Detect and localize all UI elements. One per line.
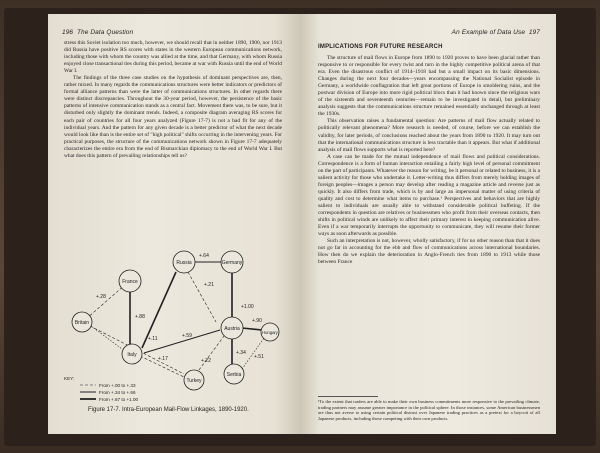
edge-label: +.64 xyxy=(199,253,209,259)
node-label-france: France xyxy=(122,279,138,285)
node-label-italy: Italy xyxy=(127,352,137,358)
edge-label: +.88 xyxy=(135,314,145,320)
right-paragraph: The structure of mail flows in Europe from 1890 to 1920 proves to have been glacial rather than responsive to or responsible for every twist and turn in the highly competitive political arena of that era. Even the disastrous conflict of 1914–1918 had but a small impact on its basic dimensions. Changes during the next four decades—years encompassing the National Socialist episode in Germany, a worldwide conflagration that left great portions of Europe in smoldering ruins, and the postwar division of Europe into more rigid political blocs than it had known since the religious wars of the sixteenth and seventeenth centuries—remain to be investigated in detail, but preliminary analysis suggests that the communications structure remained essentially unchanged through at least the 1930s. xyxy=(318,55,540,118)
node-label-hungary: Hungary xyxy=(262,330,278,335)
right-body-text xyxy=(318,55,540,266)
mail-flow-diagram xyxy=(56,234,292,406)
edge-label: +.90 xyxy=(252,318,262,324)
edge-austria-hungary xyxy=(242,328,262,330)
right-page xyxy=(300,14,556,434)
left-running-title: The Data Question xyxy=(76,29,134,36)
figure-caption: Figure 17-7. Intra-European Mail-Flow Linkages, 1890-1920. xyxy=(88,407,249,413)
footnote xyxy=(318,396,540,421)
edge-label: +.51 xyxy=(254,354,264,360)
key-item: From +.00 to +.33 xyxy=(99,383,136,388)
edge-label: +.21 xyxy=(204,282,214,288)
edge-label: +.34 xyxy=(236,350,246,356)
left-running-head xyxy=(62,29,133,36)
node-label-turkey: Turkey xyxy=(186,378,202,384)
right-running-head xyxy=(452,29,540,36)
key-item: From +.34 to +.66 xyxy=(99,390,136,395)
node-label-britain: Britain xyxy=(74,320,90,326)
edge-russia-austria xyxy=(188,272,216,322)
section-heading: IMPLICATIONS FOR FUTURE RESEARCH xyxy=(318,44,443,50)
node-label-russia: Russia xyxy=(176,260,192,266)
right-paragraph: A case can be made for the mutual independence of mail flows and political considerations. Correspondence is a form of human interaction entailing a fairly high level of personal commitment on the part of participants. Whatever the reason for writing, be it personal or related to business, it is a salient activity for those who undertake it. Letter-writing thus differs from merely holding images of foreign peoples—images a person may develop after reading a magazine article and reverse just as quickly. It also differs from trade, which is by and large an impersonal matter of using criteria of quality and cost to determine what items to purchase.¹ Perspectives and behaviors that are highly salient to individuals are usually able to withstand considerable political buffeting. If the correspondents in question are relatives or businessmen who profit from their overseas contacts, then shifts in political winds are unlikely to affect their primary interest in keeping communication alive. Even if a war temporarily interrupts the opportunity to communicate, they will resume their former ways as soon afterwards as possible. xyxy=(318,153,540,238)
edge-label: +.11 xyxy=(148,336,158,342)
node-label-serbia: Serbia xyxy=(226,372,242,378)
diagram-key xyxy=(64,376,139,402)
key-title: KEY: xyxy=(64,376,75,381)
edge-turkey-austria xyxy=(196,336,224,374)
left-page xyxy=(48,14,300,434)
footnote-rule xyxy=(318,396,378,397)
edge-label: +.22 xyxy=(201,358,211,364)
edge-label: +.28 xyxy=(96,294,106,300)
node-label-austria: Austria xyxy=(224,326,240,332)
edge-label: +1.00 xyxy=(241,304,254,310)
left-page-number: 196 xyxy=(62,29,74,36)
left-paragraph: The findings of the three case studies on the hypothesis of dominant perspectives are, then, rather mixed. In many regards the communications structures were better indicators or predictors of formal alliance patterns than were the latter of communications structures. In other regards there were distinct discrepancies. Throughout the 30-year period, however, the persistence of the basic patterns of intensive communication stands as a central fact. Movement there was, to be sure, but it disturbed only slightly the dominant trends. Indeed, a composite diagram averaging RS scores for each pair of countries for all four years analyzed (Figure 17-7) is not a bad fit for any of the individual years. And the pattern for any given decade is a better predictor of what the next decade would look like than is the entire set of "high political" shifts occurring in the intervening years. For practical purposes, the structure of the communications network shown in Figure 17-7 adequately characterizes the entire era from the end of Bismarckian diplomacy to the end of World War I. But what does this pattern of prevailing relationships tell us? xyxy=(64,75,282,159)
edge-label: +.17 xyxy=(158,356,168,362)
edge-france-britain xyxy=(86,284,126,319)
left-body-text xyxy=(64,40,282,160)
edge-britain-italy xyxy=(91,326,122,349)
right-running-title: An Example of Data Use xyxy=(451,29,526,36)
right-page-number: 197 xyxy=(528,29,540,36)
footnote-text: ¹To the extent that traders are able to make their own business commitments more responsive to the prevailing climate, trading partners may assume greater importance in the political sphere. In those instances, some American businessmen are thus not averse to using certain political distrust over Japanese trading practices as a pretext for a boycott of all Japanese products, including those competing with their own products. xyxy=(318,399,540,421)
right-paragraph: Such an interpretation is not, however, wholly satisfactory, if for no other reason than that it does not go far in accounting for the ebb and flow of communications across international boundaries. How then do we explain the deterioration in Anglo-French ties from 1890 to 1913 while those between France xyxy=(318,238,540,266)
key-item: From +.67 to +1.00 xyxy=(99,397,139,402)
right-paragraph: This observation raises a fundamental question: Are patterns of mail flow actually related to politically relevant phenomena? More research is needed, of course, before we can establish the validity, for later periods, of conclusions reached about the years from 1890 to 1920. It may turn out that the international communications structure is less tractable than it appears. But what if additional analysis of mail flows supports what is reported here? xyxy=(318,118,540,153)
edge-label: +.59 xyxy=(182,333,192,339)
node-label-germany: Germany xyxy=(221,260,243,266)
left-paragraph: stress this Soviet isolation too much, however, we should recall that in neither 1890, 1900, nor 1913 did Russia have positive RS scores with states in the western European communications network, including those with whom the country was allied at the time, and that Germany, with whom Russia enjoyed close transactional ties during this period, became at war with Russia until the end of World War I. xyxy=(64,40,282,75)
